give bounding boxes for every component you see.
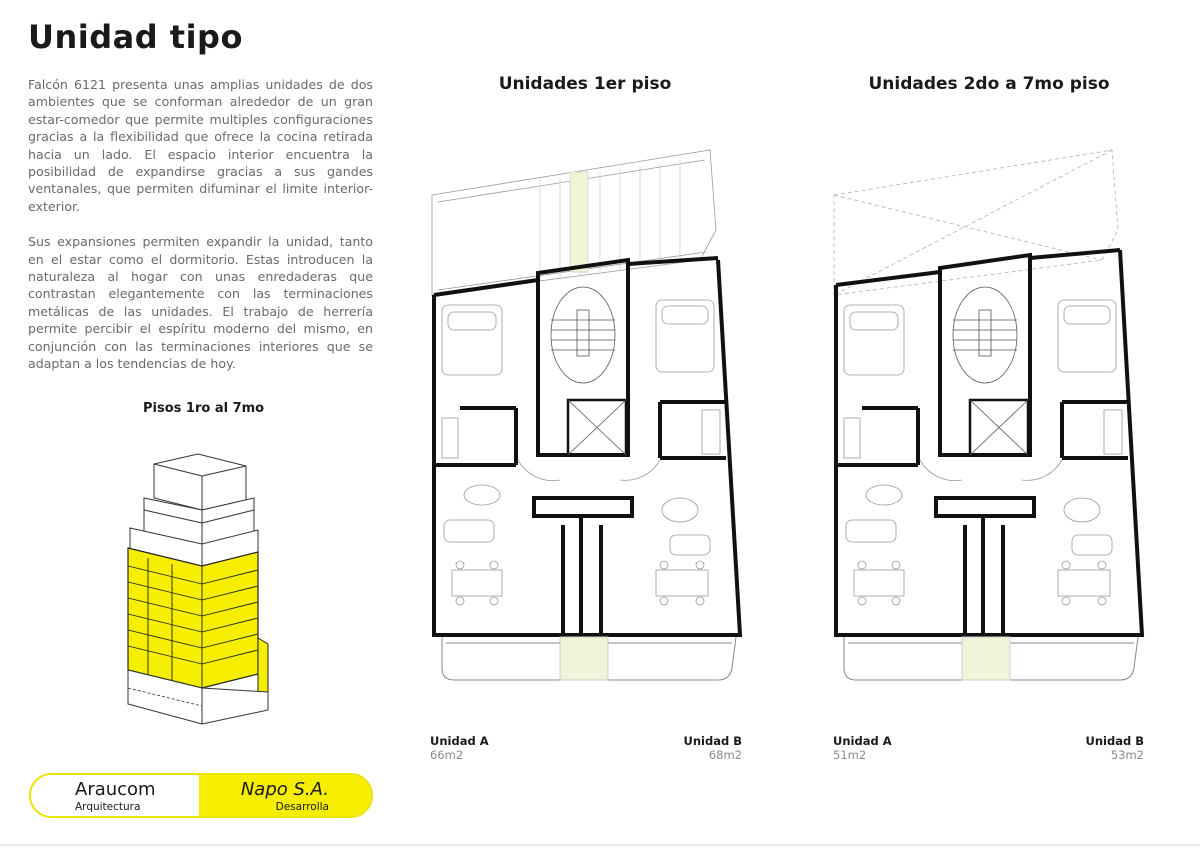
page-title: Unidad tipo [28,18,243,56]
plan-title: Unidades 2do a 7mo piso [868,74,1110,94]
architect-role: Arquitectura [75,801,141,813]
brand-architect [31,775,203,816]
unit-b-area: 68m2 [708,748,742,762]
highlighted-floors [128,548,268,696]
unit-a-label: Unidad A [833,734,892,748]
building-axonometric [118,448,278,728]
unit-b-area: 53m2 [1110,748,1144,762]
building-label: Pisos 1ro al 7mo [143,401,265,416]
floor-plan-2do-7mo-piso [822,140,1152,685]
architect-name: Araucom [75,779,156,800]
developer-name: Napo S.A. [240,779,329,800]
unit-b-label: Unidad B [683,734,742,748]
intro-text [28,76,373,391]
intro-paragraph: Sus expansiones permiten expandir la unidad, tanto en el estar como el dormitorio. Estas introducen la naturaleza al hogar con unas enredaderas que contrastan elegantemente con las terminaciones metálicas de las unidades. El trabajo de herrería permite percibir el espíritu moderno del mismo, en conjunción con las terminaciones interiores que se adaptan a los tendencias de hoy. [28,234,373,372]
unit-a-label: Unidad A [430,734,489,748]
brand-footer [29,773,373,818]
unit-a-area: 66m2 [430,748,464,762]
developer-role: Desarrolla [275,801,329,813]
bottom-divider [0,844,1200,846]
unit-b-label: Unidad B [1085,734,1144,748]
plan-title: Unidades 1er piso [498,74,672,94]
floor-plan-1er-piso [420,140,750,685]
unit-a-area: 51m2 [833,748,867,762]
brand-developer [199,775,371,816]
intro-paragraph: Falcón 6121 presenta unas amplias unidades de dos ambientes que se conforman alrededor de un gran estar-comedor que permite multiples configuraciones gracias a la flexibilidad que ofrece la cocina retirada hacia un lado. El espacio interior encuentra la posibilidad de expandirse gracias a sus gandes ventanales, que permiten difuminar el limite interior-exterior. [28,77,373,214]
